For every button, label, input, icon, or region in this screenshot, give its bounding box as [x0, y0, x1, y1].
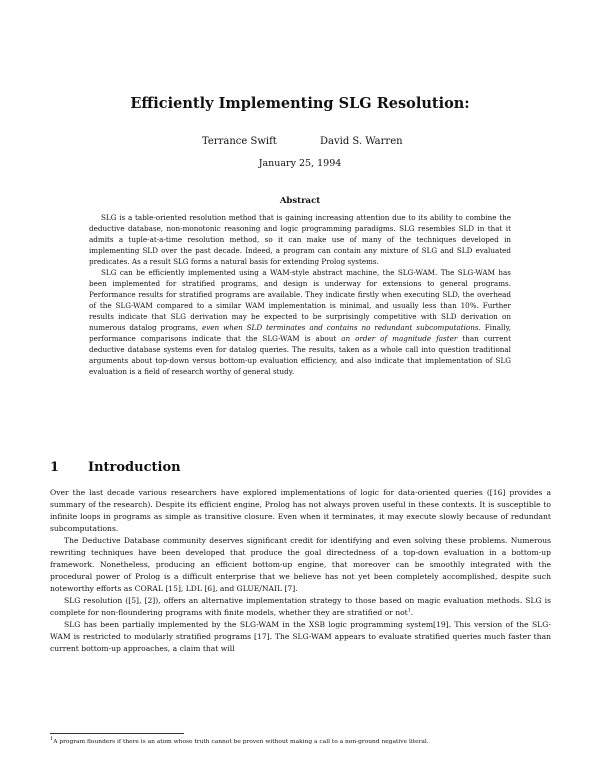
paper-title: Efficiently Implementing SLG Resolution: [130, 95, 470, 112]
body-paragraph-4: SLG has been partially implemented by the SLG-WAM in the XSB logic programming system[19]. This version of the SLG-WAM is restricted to modularly stratified programs [17]. The SLG-WAM appears to evaluate stratified queries much faster than current bottom-up approaches, a claim that will [50, 620, 551, 653]
abstract-body [89, 212, 511, 377]
body-paragraph-1: Over the last decade various researchers have explored implementations of logic for data-oriented queries ([16] provides a summary of the research). Despite its efficient engine, Prolog has not always proven useful in these contexts. It is susceptible to infinite loops in programs as simple as transitive closure. Even when it terminates, it may execute slowly because of redundant subcomputations. [50, 488, 551, 533]
author-line [0, 136, 600, 150]
body-text: SLG resolution ([5], [2]), offers an alternative implementation strategy to those based on magic evaluation methods. SLG is complete for non-floundering programs with finite models, whether they are stratified or not [50, 596, 551, 617]
section-heading-introduction [50, 460, 181, 475]
abstract-text: Finally, performance comparisons indicate that the SLG-WAM is about [89, 323, 511, 343]
section-number: 1 [50, 460, 60, 475]
footnote-reference[interactable]: 1 [407, 607, 411, 614]
section-title: Introduction [88, 460, 181, 475]
body-paragraph-3 [50, 595, 551, 619]
abstract-paragraph-1: SLG is a table-oriented resolution method that is gaining increasing attention due to its ability to combine the deductive database, non-monotonic reasoning and logic programming paradigms. SLG resembles SLD in that it admits a tuple-at-a-time resolution method, so it can make use of many of the techniques developed in implementing SLD over the past decade. Indeed, a program can contain any mixture of SLG and SLD evaluated predicates. As a result SLG forms a natural basis for extending Prolog systems. [89, 213, 511, 266]
abstract-paragraph-2 [89, 267, 511, 377]
footnote-mark: 1 [50, 736, 54, 743]
author-warren: David S. Warren [320, 136, 403, 147]
body-text: . [410, 608, 414, 617]
abstract-text: SLG can be efficiently implemented using a WAM-style abstract machine, the SLG-WAM. The SLG-WAM has been implemented for stratified programs, and design is underway for extensions to general programs. Performance results for stratified programs are available. They indicate firstly when executing SLD, the overhead of the SLG-WAM compared to a similar WAM implementation is minimal, and usually less than 10%. Further results indicate that SLG derivation may be expected to be surprisingly competitive with SLD derivation on numerous datalog programs, [89, 268, 511, 332]
footnote-text: A program flounders if there is an atom whose truth cannot be proven without making a call to a non-ground negative literal. [53, 739, 429, 745]
introduction-body [50, 487, 551, 655]
footnote-rule [50, 733, 184, 734]
abstract-emphasis: even when SLD terminates and contains no redundant subcomputations. [201, 323, 481, 332]
footnote [50, 737, 551, 747]
paper-date: January 25, 1994 [258, 158, 342, 169]
body-paragraph-2: The Deductive Database community deserves significant credit for identifying and even solving these problems. Numerous rewriting techniques have been developed that produce the goal directedness of a top-down evaluation in a bottom-up framework. Nonetheless, producing an efficient bottom-up engine, that moreover can be smoothly integrated with the procedural power of Prolog is a difficult enterprise that we believe has not yet been completely accomplished, despite such noteworthy efforts as CORAL [15], LDL [6], and GLUE/NAIL [7]. [50, 536, 551, 593]
abstract-heading: Abstract [279, 196, 321, 206]
abstract-emphasis: an order of magnitude faster [341, 334, 458, 343]
abstract-text: than current deductive database systems even for datalog queries. The results, taken as a whole call into question traditional arguments about top-down versus bottom-up evaluation efficiency, and also indicate that implementation of SLG evaluation is a field of research worthy of general study. [89, 334, 512, 376]
author-swift: Terrance Swift [202, 136, 277, 147]
